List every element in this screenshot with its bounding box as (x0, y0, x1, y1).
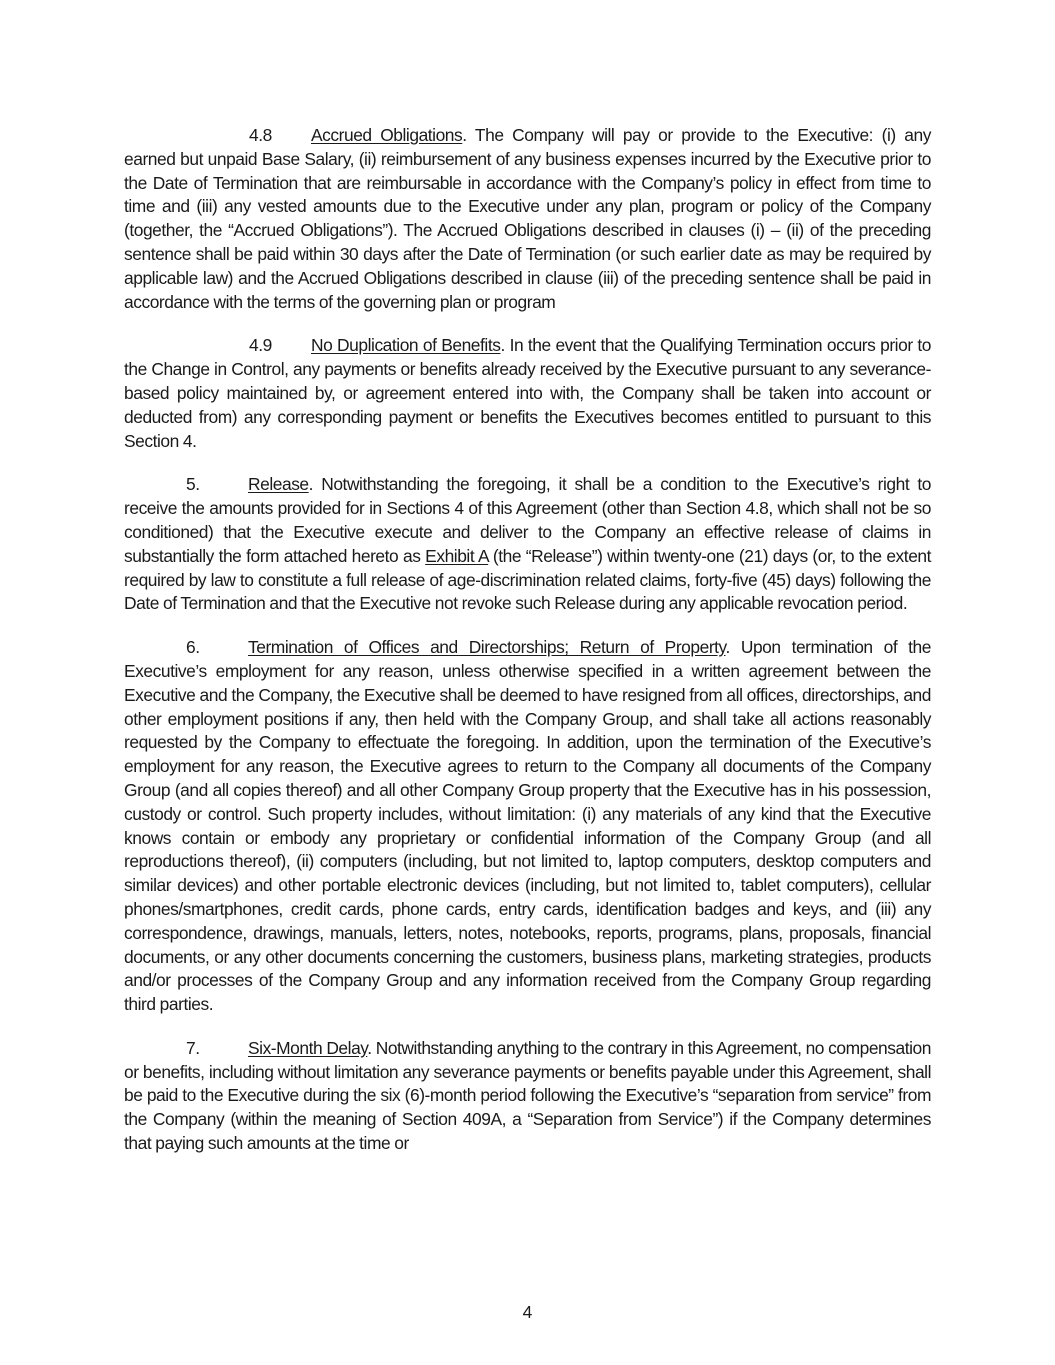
section-body: . Notwithstanding anything to the contrary in this Agreement, no compensation or benefits, including without limitation any severance payments or benefits payable under this Agreement, shall be paid to the Executive during the six (6)-month period following the Executive’s “separation from service” from the Company (within the meaning of Section 409A, a “Separation from Service”) if the Company determines that paying such amounts at the time or (124, 1037, 931, 1154)
section-4-9 (124, 334, 931, 453)
section-7 (124, 1037, 931, 1156)
section-heading: Release (248, 474, 309, 495)
section-heading: Six-Month Delay (248, 1037, 368, 1058)
section-heading: Termination of Offices and Directorships; Return of Property (248, 637, 726, 658)
section-body: . In the event that the Qualifying Termination occurs prior to the Change in Control, any payments or benefits already received by the Executive pursuant to any severance-based policy maintained by, or agreement entered into with, the Company shall be taken into account or deducted from) any corresponding payment or benefits the Executives becomes entitled to pursuant to this Section 4. (124, 335, 931, 451)
page-number: 4 (522, 1302, 533, 1322)
section-5 (124, 473, 931, 616)
section-number: 6. (186, 637, 200, 658)
section-4-8 (124, 124, 931, 314)
section-number: 4.8 (249, 125, 272, 145)
section-number: 5. (186, 474, 200, 495)
section-number: 4.9 (249, 335, 272, 356)
exhibit-reference: Exhibit A (425, 545, 489, 566)
section-number: 7. (186, 1037, 200, 1058)
section-6 (124, 636, 931, 1017)
section-body: . The Company will pay or provide to the Executive: (i) any earned but unpaid Base Salary, (ii) reimbursement of any business expenses incurred by the Executive prior to the Date of Termination that are reimbursable in accordance with the Company’s policy in effect from time to time and (iii) any vested amounts due to the Executive under any plan, program or policy of the Company (together, the “Accrued Obligations”). The Accrued Obligations described in clauses (i) – (ii) of the preceding sentence shall be paid within 30 days after the Date of Termination (or such earlier date as may be required by applicable law) and the Accrued Obligations described in clause (iii) of the preceding sentence shall be paid in accordance with the terms of the governing plan or program (124, 125, 931, 312)
section-heading: Accrued Obligations (311, 125, 463, 145)
section-body: . Upon termination of the Executive’s employment for any reason, unless otherwise specified in a written agreement between the Executive and the Company, the Executive shall be deemed to have resigned from all offices, directorships, and other employment positions if any, then held with the Company Group, and shall take all actions reasonably requested by the Company to effectuate the foregoing. In addition, upon the termination of the Executive’s employment for any reason, the Executive agrees to return to the Company all documents of the Company Group (and all copies thereof) and all other Company Group property that the Executive has in his possession, custody or control. Such property includes, without limitation: (i) any materials of any kind that the Executive knows contain or embody any proprietary or confidential information of the Company Group (and all reproductions thereof), (ii) computers (including, but not limited to, laptop computers, desktop computers and similar devices) and other portable electronic devices (including, but not limited to, tablet computers), cellular phones/smartphones, credit cards, phone cards, entry cards, identification badges and keys, and (iii) any correspondence, drawings, manuals, letters, notes, notebooks, reports, programs, plans, proposals, financial documents, or any other documents concerning the customers, business plans, marketing strategies, products and/or processes of the Company Group and any information received from the Company Group regarding third parties. (124, 637, 931, 1015)
document-page (124, 124, 931, 1176)
section-body: . Notwithstanding the foregoing, it shall be a condition to the Executive’s right to receive the amounts provided for in Sections 4 of this Agreement (other than Section 4.8, which shall not be so conditioned) that the Executive execute and deliver to the Company an effective release of claims in substantially the form attached hereto as (124, 474, 931, 566)
section-body-continued: (the “Release”) within twenty-one (21) days (or, to the extent required by law to constitute a full release of age-discrimination related claims, forty-five (45) days) following the Date of Termination and that the Executive not revoke such Release during any applicable revocation period. (124, 545, 932, 614)
section-heading: No Duplication of Benefits (311, 335, 501, 356)
